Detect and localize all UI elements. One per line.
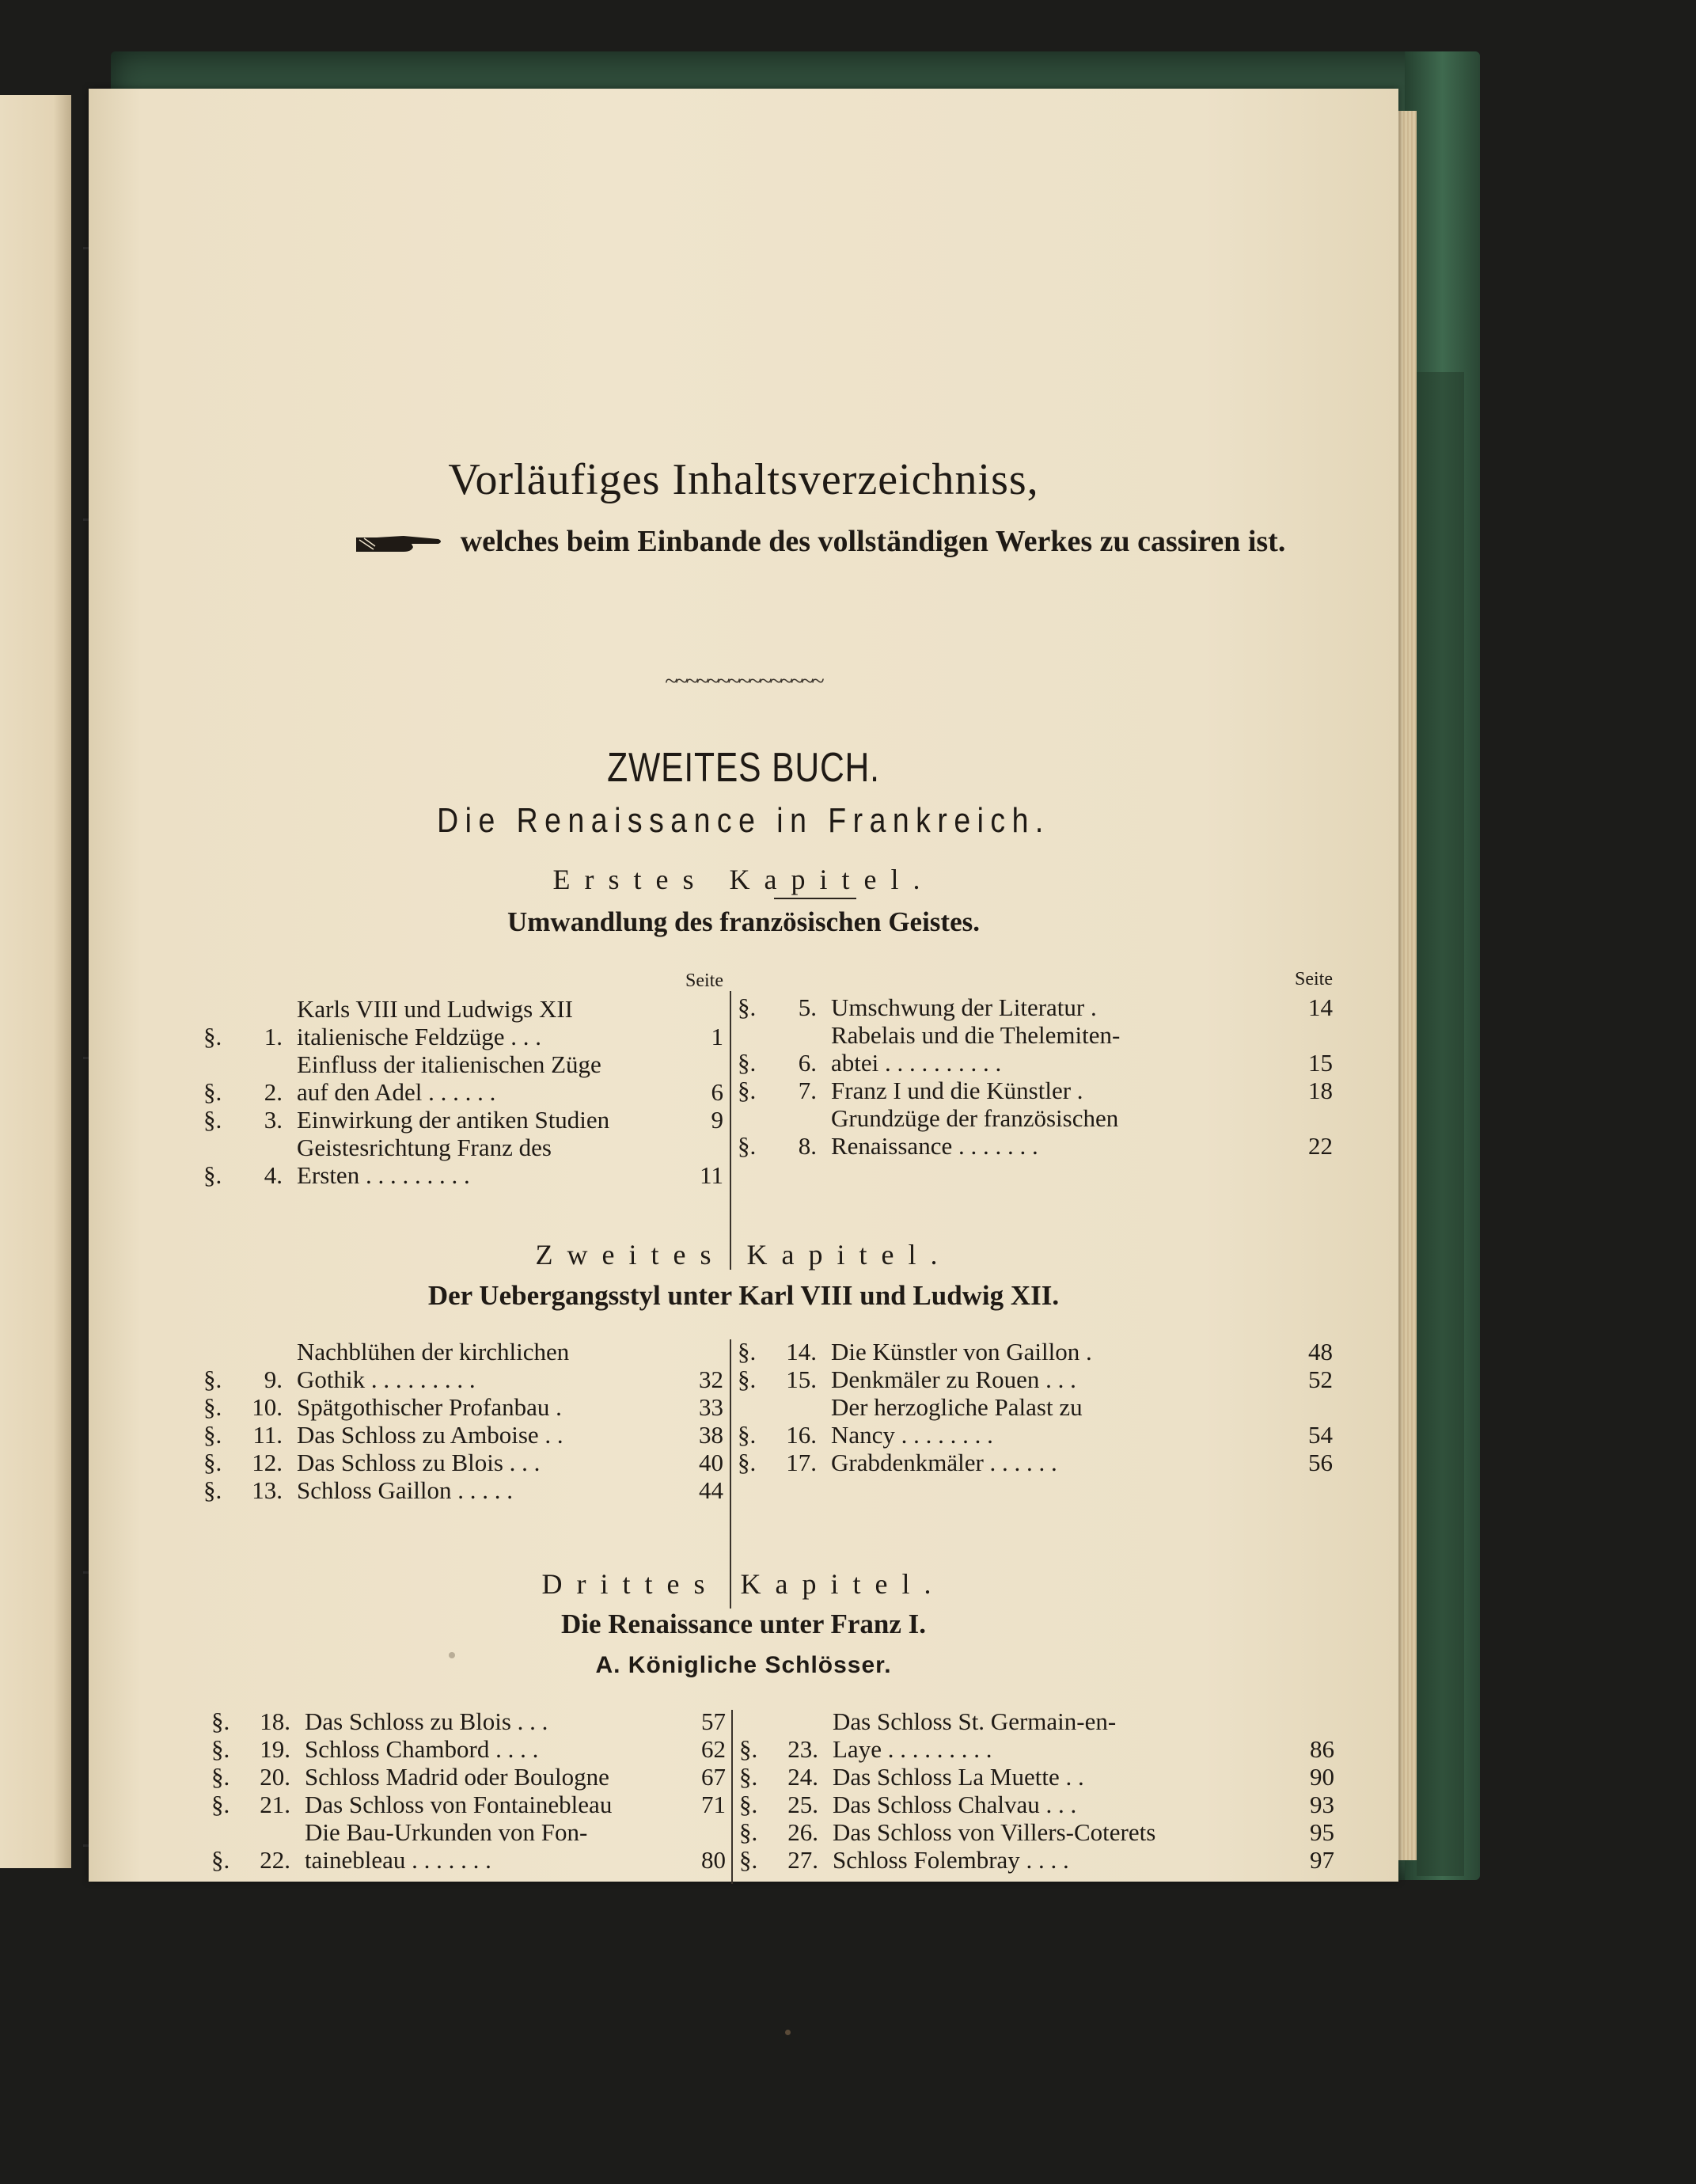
section-sign: §. (211, 1735, 230, 1763)
page-number: 11 (700, 1161, 723, 1189)
section-number: 10. (252, 1393, 283, 1421)
section-sign: §. (738, 1338, 757, 1365)
page-number: 57 (701, 1707, 726, 1735)
entry-title-line: Das Schloss La Muette . . (833, 1763, 1084, 1791)
section-number: 8. (798, 1132, 817, 1160)
entry-title-line: Ersten . . . . . . . . . (297, 1161, 470, 1189)
entry-title (831, 1104, 1293, 1160)
toc-entry (738, 1104, 1333, 1160)
section-sign: §. (738, 1132, 757, 1160)
toc-entry (203, 1476, 723, 1504)
section-number: 4. (264, 1161, 283, 1189)
toc-entry (739, 1818, 1334, 1846)
page-number: 93 (1310, 1791, 1334, 1818)
toc-list (211, 1707, 726, 1874)
section-sign: §. (738, 1077, 757, 1104)
notice-text: welches beim Einbande des vollständigen Werkes zu cassiren ist. (460, 525, 1286, 558)
toc-entry (738, 1021, 1333, 1077)
entry-title (833, 1818, 1295, 1846)
toc-entry (211, 1791, 726, 1818)
entry-title-line: Die Künstler von Gaillon . (831, 1338, 1092, 1365)
entry-title-line: Das Schloss von Fontainebleau (305, 1791, 613, 1818)
section-number: 24. (787, 1763, 818, 1791)
entry-title-line: Schloss Folembray . . . . (833, 1846, 1069, 1874)
section-number: 21. (260, 1791, 290, 1818)
column-divider (730, 991, 731, 1270)
entry-title (297, 1338, 684, 1393)
section-number: 15. (786, 1365, 817, 1393)
section-number: 13. (252, 1476, 283, 1504)
toc-list (203, 1338, 723, 1504)
section-sign: §. (739, 1791, 758, 1818)
section-sign: §. (203, 1023, 222, 1050)
chapter-title: Die Renaissance unter Franz I. (560, 1609, 927, 1639)
entry-title (297, 1393, 684, 1421)
section-sign: §. (211, 1846, 230, 1874)
page-number: 9 (711, 1106, 723, 1134)
section-sign: §. (739, 1818, 758, 1846)
entry-title-line: Geistesrichtung Franz des (297, 1134, 552, 1161)
entry-title (297, 1476, 684, 1504)
entry-title-line: Denkmäler zu Rouen . . . (831, 1365, 1076, 1393)
toc-entry (203, 1134, 723, 1189)
page-number: 22 (1308, 1132, 1333, 1160)
toc-entry (738, 1393, 1333, 1449)
section-number: 9. (264, 1365, 283, 1393)
entry-title-line: Das Schloss St. Germain-en- (833, 1707, 1117, 1735)
entry-title-line: Renaissance . . . . . . . (831, 1132, 1038, 1160)
page-number: 71 (701, 1791, 726, 1818)
toc-entry (203, 1106, 723, 1134)
section-number: 3. (264, 1106, 283, 1134)
entry-title (833, 1846, 1295, 1874)
section-number: 2. (264, 1078, 283, 1106)
entry-title (305, 1735, 686, 1763)
toc-list (203, 995, 723, 1189)
toc-entry (738, 1449, 1333, 1476)
section-sign: §. (203, 1449, 222, 1476)
entry-title-line: Schloss Chambord . . . . (305, 1735, 539, 1763)
entry-title-line: Gothik . . . . . . . . . (297, 1365, 476, 1393)
section-sign: §. (739, 1735, 758, 1763)
page-number: 62 (701, 1735, 726, 1763)
toc-entry (203, 995, 723, 1050)
entry-title (831, 993, 1293, 1021)
section-sign: §. (739, 1763, 758, 1791)
toc-column-left (203, 1338, 723, 1504)
section-number: 16. (786, 1421, 817, 1449)
page-title: Vorläufiges Inhaltsverzeichniss, (448, 455, 1039, 504)
section-number: 22. (260, 1846, 290, 1874)
section-number: 12. (252, 1449, 283, 1476)
toc-entry (203, 1393, 723, 1421)
entry-title (305, 1791, 686, 1818)
page-number: 44 (699, 1476, 723, 1504)
entry-title-line: Nachblühen der kirchlichen (297, 1338, 570, 1365)
page-number: 90 (1310, 1763, 1334, 1791)
entry-title-line: Das Schloss zu Blois . . . (297, 1449, 541, 1476)
entry-title (305, 1763, 686, 1791)
page-number: 56 (1308, 1449, 1333, 1476)
chapter-label: Erstes Kapitel. (552, 864, 935, 895)
section-sign: §. (203, 1078, 222, 1106)
toc-entry (203, 1449, 723, 1476)
toc-column-left (203, 967, 723, 1189)
entry-title-line: Schloss Madrid oder Boulogne (305, 1763, 609, 1791)
entry-title-line: Nancy . . . . . . . . (831, 1421, 993, 1449)
entry-title (833, 1763, 1295, 1791)
page-number: 15 (1308, 1049, 1333, 1077)
section-sign: §. (738, 993, 757, 1021)
entry-title (833, 1791, 1295, 1818)
toc-entry (739, 1846, 1334, 1874)
entry-title (833, 1707, 1295, 1763)
toc-entry (738, 1077, 1333, 1104)
toc-entry (738, 1365, 1333, 1393)
section-number: 26. (787, 1818, 818, 1846)
entry-title-line: italienische Feldzüge . . . (297, 1023, 542, 1050)
section-number: 19. (260, 1735, 290, 1763)
page-number: 86 (1310, 1735, 1334, 1763)
page-number: 80 (701, 1846, 726, 1874)
toc-list (739, 1707, 1334, 1874)
toc-column-right (738, 966, 1333, 1160)
entry-title (305, 1707, 686, 1735)
toc-entry (211, 1818, 726, 1874)
page-number: 67 (701, 1763, 726, 1791)
section-sign: §. (738, 1365, 757, 1393)
section-number: 18. (260, 1707, 290, 1735)
section-number: 5. (798, 993, 817, 1021)
section-sign: §. (203, 1421, 222, 1449)
entry-title-line: Einfluss der italienischen Züge (297, 1050, 601, 1078)
page-number: 38 (699, 1421, 723, 1449)
entry-title-line: Rabelais und die Thelemiten- (831, 1021, 1121, 1049)
toc-entry (203, 1050, 723, 1106)
entry-title (831, 1449, 1293, 1476)
page-number: 52 (1308, 1365, 1333, 1393)
entry-title (297, 1106, 684, 1134)
section-sign: §. (211, 1707, 230, 1735)
section-rule (774, 898, 856, 899)
entry-title-line: Laye . . . . . . . . . (833, 1735, 992, 1763)
ornament-divider: ~~~~~~~~~~~~~~~ (665, 668, 822, 694)
entry-title-line: Die Bau-Urkunden von Fon- (305, 1818, 588, 1846)
book-title: ZWEITES BUCH. (607, 745, 880, 791)
entry-title-line: auf den Adel . . . . . . (297, 1078, 496, 1106)
section-sign: §. (211, 1791, 230, 1818)
page-number: 32 (699, 1365, 723, 1393)
left-page (0, 95, 71, 1868)
entry-title-line: Franz I und die Künstler . (831, 1077, 1083, 1104)
entry-title-line: Karls VIII und Ludwigs XII (297, 995, 573, 1023)
toc-entry (203, 1338, 723, 1393)
page-number: 6 (711, 1078, 723, 1106)
toc-entry (739, 1707, 1334, 1763)
toc-list (738, 1338, 1333, 1476)
section-sign: §. (203, 1393, 222, 1421)
entry-title-line: Das Schloss Chalvau . . . (833, 1791, 1077, 1818)
page-number: 33 (699, 1393, 723, 1421)
page-number: 95 (1310, 1818, 1334, 1846)
entry-title-line: Das Schloss zu Blois . . . (305, 1707, 548, 1735)
page-number: 54 (1308, 1421, 1333, 1449)
toc-column-right (738, 1338, 1333, 1476)
seite-heading: Seite (685, 970, 723, 991)
section-sign: §. (203, 1106, 222, 1134)
section-sign: §. (738, 1449, 757, 1476)
entry-title-line: tainebleau . . . . . . . (305, 1846, 491, 1874)
entry-title (831, 1393, 1293, 1449)
toc-entry (738, 993, 1333, 1021)
section-sign: §. (739, 1846, 758, 1874)
book-subtitle: Die Renaissance in Frankreich. (437, 801, 1050, 840)
entry-title-line: Das Schloss von Villers-Coterets (833, 1818, 1156, 1846)
pointing-hand-icon (356, 533, 443, 555)
entry-title-line: Umschwung der Literatur . (831, 993, 1097, 1021)
toc-entry (739, 1763, 1334, 1791)
section-number: 1. (264, 1023, 283, 1050)
entry-title (831, 1077, 1293, 1104)
section-number: 14. (786, 1338, 817, 1365)
column-divider (731, 1710, 733, 1884)
toc-column-right (739, 1707, 1334, 1874)
paper-speck (785, 2030, 791, 2035)
entry-title (831, 1021, 1293, 1077)
toc-entry (738, 1338, 1333, 1365)
toc-entry (211, 1707, 726, 1735)
subsection-title: A. Königliche Schlösser. (595, 1652, 892, 1678)
section-number: 23. (787, 1735, 818, 1763)
entry-title-line: abtei . . . . . . . . . . (831, 1049, 1002, 1077)
entry-title-line: Einwirkung der antiken Studien (297, 1106, 610, 1134)
toc-entry (211, 1735, 726, 1763)
page-number: 40 (699, 1449, 723, 1476)
entry-title (297, 1134, 684, 1189)
entry-title (297, 995, 684, 1050)
page-number: 1 (711, 1023, 723, 1050)
entry-title-line: Schloss Gaillon . . . . . (297, 1476, 513, 1504)
entry-title (831, 1365, 1293, 1393)
section-number: 17. (786, 1449, 817, 1476)
paper-speck (449, 1652, 455, 1658)
section-sign: §. (738, 1049, 757, 1077)
section-sign: §. (203, 1476, 222, 1504)
entry-title (831, 1338, 1293, 1365)
entry-title (297, 1050, 684, 1106)
entry-title-line: Grabdenkmäler . . . . . . (831, 1449, 1057, 1476)
notice (318, 520, 1323, 564)
entry-title-line: Der herzogliche Palast zu (831, 1393, 1083, 1421)
chapter-title: Umwandlung des französischen Geistes. (507, 906, 980, 937)
chapter-label: Zweites Kapitel. (535, 1239, 952, 1271)
entry-title-line: Spätgothischer Profanbau . (297, 1393, 562, 1421)
section-number: 20. (260, 1763, 290, 1791)
page (89, 89, 1398, 1882)
entry-title (305, 1818, 686, 1874)
page-number: 48 (1308, 1338, 1333, 1365)
section-number: 7. (798, 1077, 817, 1104)
toc-entry (203, 1421, 723, 1449)
page-number: 14 (1308, 993, 1333, 1021)
toc-list (738, 993, 1333, 1160)
toc-column-left (211, 1707, 726, 1874)
section-number: 11. (252, 1421, 283, 1449)
entry-title-line: Das Schloss zu Amboise . . (297, 1421, 563, 1449)
entry-title (297, 1449, 684, 1476)
section-number: 6. (798, 1049, 817, 1077)
section-number: 25. (787, 1791, 818, 1818)
toc-entry (739, 1791, 1334, 1818)
entry-title-line: Grundzüge der französischen (831, 1104, 1119, 1132)
leather-strip (1417, 372, 1464, 1876)
chapter-label: Drittes Kapitel. (541, 1568, 946, 1600)
section-sign: §. (738, 1421, 757, 1449)
section-sign: §. (203, 1365, 222, 1393)
page-number: 97 (1310, 1846, 1334, 1874)
entry-title (297, 1421, 684, 1449)
chapter-title: Der Uebergangsstyl unter Karl VIII und Ludwig XII. (427, 1280, 1060, 1311)
page-number: 18 (1308, 1077, 1333, 1104)
seite-heading: Seite (1295, 969, 1333, 989)
section-number: 27. (787, 1846, 818, 1874)
section-sign: §. (203, 1161, 222, 1189)
section-sign: §. (211, 1763, 230, 1791)
toc-entry (211, 1763, 726, 1791)
